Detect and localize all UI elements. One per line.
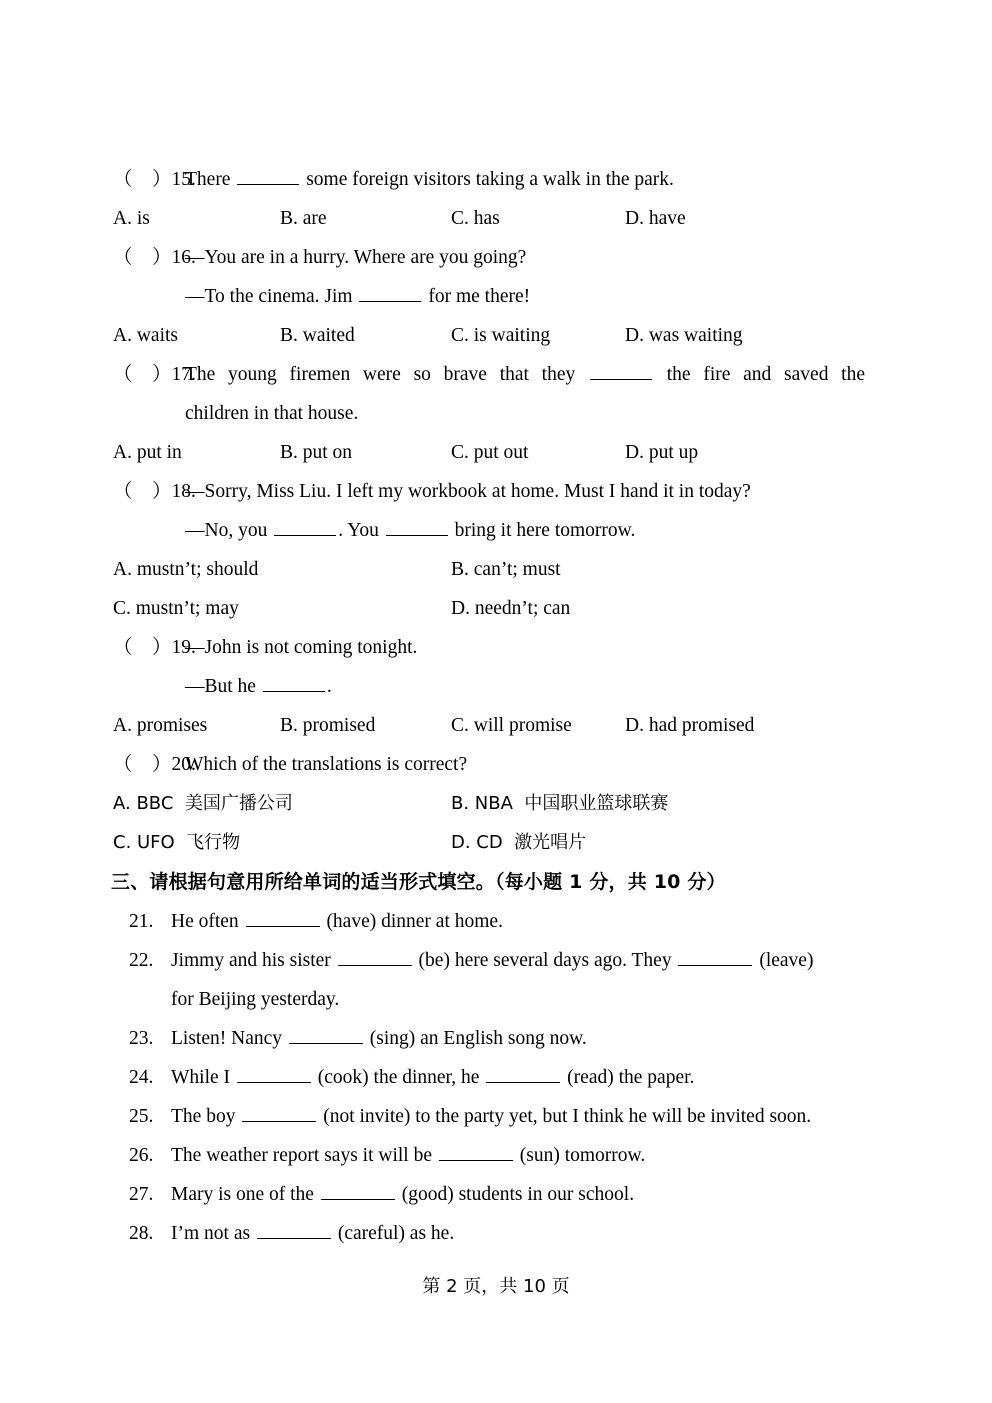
option-19-d[interactable]: D. had promised [625,715,755,736]
option-15-b[interactable]: B. are [280,208,327,229]
question-26 [113,1136,865,1175]
question-26-number: 26. [129,1145,154,1166]
question-21 [113,902,865,941]
question-16-options [113,316,865,355]
question-21-number: 21. [129,911,154,932]
question-15-stem-line [113,160,865,199]
option-16-d[interactable]: D. was waiting [625,325,743,346]
blank-28-1[interactable] [257,1219,331,1239]
blank-18-1[interactable] [274,516,336,536]
option-18-d[interactable]: D. needn’t; can [451,598,571,619]
option-18-a[interactable]: A. mustn’t; should [113,559,259,580]
question-24-text: While I (cook) the dinner, he (read) the paper. [171,1058,865,1097]
option-18-c[interactable]: C. mustn’t; may [113,598,239,619]
blank-25-1[interactable] [242,1102,316,1122]
option-16-b[interactable]: B. waited [280,325,355,346]
question-18-continuation: —No, you . You bring it here tomorrow. [113,511,865,550]
question-16-stem-line [113,238,865,277]
option-17-b[interactable]: B. put on [280,442,353,463]
question-22-continuation: for Beijing yesterday. [171,989,340,1010]
option-17-d[interactable]: D. put up [625,442,699,463]
blank-19-1[interactable] [263,672,325,692]
blank-16-1[interactable] [359,282,421,302]
question-16-text: —You are in a hurry. Where are you going? [185,247,527,268]
question-17-options [113,433,865,472]
question-19-text: —John is not coming tonight. [185,637,418,658]
question-26-text: The weather report says it will be (sun) tomorrow. [171,1136,865,1175]
answer-bracket-20[interactable]: （ ）20. [113,754,196,775]
page-content [113,160,865,1253]
question-20-stem-line [113,745,865,784]
question-28-number: 28. [129,1223,154,1244]
question-19-continuation: —But he . [113,667,865,706]
question-19-stem-line [113,628,865,667]
question-24 [113,1058,865,1097]
question-15 [113,160,865,238]
option-15-a[interactable]: A. is [113,208,150,229]
option-19-b[interactable]: B. promised [280,715,376,736]
question-22-number: 22. [129,950,154,971]
question-28-text: I’m not as (careful) as he. [171,1214,865,1253]
option-20-d[interactable]: D. CD 激光唱片 [451,832,587,853]
question-25-number: 25. [129,1106,154,1127]
question-27 [113,1175,865,1214]
option-16-a[interactable]: A. waits [113,325,178,346]
question-18-options-row-2 [113,589,865,628]
question-27-text: Mary is one of the (good) students in our school. [171,1175,865,1214]
question-23 [113,1019,865,1058]
question-18-options-row-1 [113,550,865,589]
blank-24-2[interactable] [486,1063,560,1083]
blank-26-1[interactable] [439,1141,513,1161]
question-23-text: Listen! Nancy (sing) an English song now. [171,1019,865,1058]
blank-21-1[interactable] [246,907,320,927]
question-24-number: 24. [129,1067,154,1088]
question-18-stem-line [113,472,865,511]
question-20-options-row-1 [113,784,865,823]
blank-15-1[interactable] [237,165,299,185]
question-18 [113,472,865,628]
answer-bracket-19[interactable]: （ ）19. [113,637,196,658]
question-28 [113,1214,865,1253]
question-21-text: He often (have) dinner at home. [171,902,865,941]
option-19-a[interactable]: A. promises [113,715,208,736]
blank-22-2[interactable] [678,946,752,966]
blank-22-1[interactable] [338,946,412,966]
option-15-c[interactable]: C. has [451,208,500,229]
option-20-c[interactable]: C. UFO 飞行物 [113,832,241,853]
answer-bracket-15[interactable]: （ ）15. [113,169,196,190]
option-20-b[interactable]: B. NBA 中国职业篮球联赛 [451,793,669,814]
answer-bracket-18[interactable]: （ ）18. [113,481,196,502]
option-16-c[interactable]: C. is waiting [451,325,551,346]
question-22-text: Jimmy and his sister (be) here several days ago. They (leave) [171,941,865,980]
question-20-options-row-2 [113,823,865,862]
question-16-continuation: —To the cinema. Jim for me there! [113,277,865,316]
question-25 [113,1097,865,1136]
question-19-options [113,706,865,745]
question-20 [113,745,865,862]
blank-27-1[interactable] [321,1180,395,1200]
question-16 [113,238,865,355]
option-20-a[interactable]: A. BBC 美国广播公司 [113,793,293,814]
question-22 [113,941,865,980]
question-17-text: The young firemen were so brave that they the fire and saved the [185,355,865,394]
question-15-options [113,199,865,238]
question-17-continuation: children in that house. [185,403,359,424]
blank-18-2[interactable] [386,516,448,536]
answer-bracket-17[interactable]: （ ）17. [113,364,196,385]
section-three-heading: 三、请根据句意用所给单词的适当形式填空。（每小题 1 分，共 10 分） [111,871,726,893]
question-27-number: 27. [129,1184,154,1205]
blank-24-1[interactable] [237,1063,311,1083]
option-18-b[interactable]: B. can’t; must [451,559,561,580]
question-25-text: The boy (not invite) to the party yet, but I think he will be invited soon. [171,1097,865,1136]
question-17 [113,355,865,472]
question-18-text: —Sorry, Miss Liu. I left my workbook at home. Must I hand it in today? [185,481,751,502]
blank-23-1[interactable] [289,1024,363,1044]
question-23-number: 23. [129,1028,154,1049]
blank-17-1[interactable] [590,360,652,380]
option-17-c[interactable]: C. put out [451,442,529,463]
question-19 [113,628,865,745]
option-17-a[interactable]: A. put in [113,442,182,463]
option-19-c[interactable]: C. will promise [451,715,572,736]
option-15-d[interactable]: D. have [625,208,686,229]
question-17-stem-line [113,355,865,394]
question-20-text: Which of the translations is correct? [185,754,468,775]
page-footer: 第 2 页，共 10 页 [422,1276,570,1297]
question-15-text: There some foreign visitors taking a walk in the park. [185,160,865,199]
answer-bracket-16[interactable]: （ ）16. [113,247,196,268]
